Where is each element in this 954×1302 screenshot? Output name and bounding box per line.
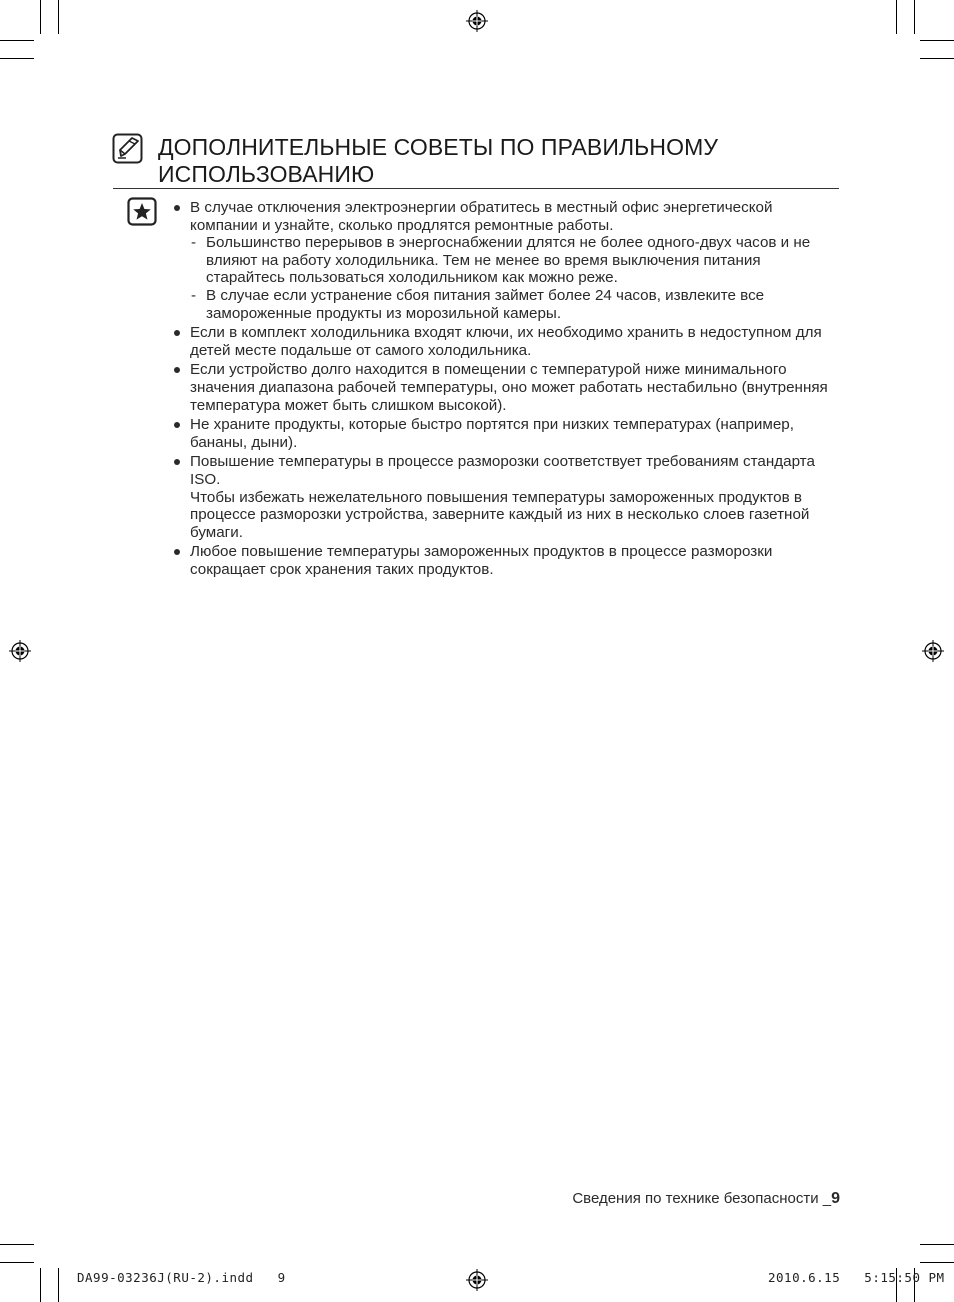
crop-mark — [40, 1268, 41, 1302]
crop-mark — [920, 40, 954, 41]
list-item — [171, 199, 843, 322]
dash-marker: - — [191, 286, 197, 304]
crop-mark — [920, 58, 954, 59]
list-item — [171, 453, 843, 541]
crop-mark — [58, 0, 59, 34]
list-item — [171, 416, 843, 451]
sub-list-item — [190, 234, 843, 287]
pencil-note-icon — [112, 133, 143, 164]
list-item-extra-text: Чтобы избежать нежелательного повышения температуры замороженных продуктов в процессе разморозки устройства, заверните каждый из них в несколько слоев газетной бумаги. — [190, 488, 810, 541]
crop-mark — [0, 1262, 34, 1263]
registration-mark-icon — [466, 10, 488, 32]
sub-list-item-text: В случае если устранение сбоя питания займет более 24 часов, извлеките все замороженные продукты из морозильной камеры. — [206, 286, 765, 322]
dash-marker: - — [191, 234, 197, 252]
section-title-line: ДОПОЛНИТЕЛЬНЫЕ СОВЕТЫ ПО ПРАВИЛЬНОМУ — [158, 134, 719, 160]
list-item — [171, 361, 843, 414]
list-item-text: Если устройство долго находится в помещении с температурой ниже минимального значения диапазона рабочей температуры, оно может работать нестабильно (внутренняя температура может быть слишком высокой). — [190, 361, 828, 414]
crop-mark — [896, 0, 897, 34]
crop-mark — [0, 1244, 34, 1245]
section-title — [158, 134, 838, 188]
crop-mark — [58, 1268, 59, 1302]
list-item-text: Если в комплект холодильника входят ключи, их необходимо хранить в недоступном для детей месте подальше от самого холодильника. — [190, 324, 822, 359]
page-footer — [572, 1190, 840, 1208]
crop-mark — [914, 0, 915, 34]
slug-datetime: 2010.6.15 5:15:50 PM — [768, 1270, 945, 1285]
registration-mark-icon — [9, 640, 31, 662]
crop-mark — [920, 1262, 954, 1263]
sub-list-item-text: Большинство перерывов в энергоснабжении длятся не более одного-двух часов и не влияют на работу холодильника. Тем не менее во время выключения питания старайтесь пользоваться холодильником как можно реже. — [206, 234, 811, 287]
list-item — [171, 543, 843, 578]
section-divider — [113, 188, 839, 189]
crop-mark — [920, 1244, 954, 1245]
registration-mark-icon — [466, 1269, 488, 1291]
section-title-line: ИСПОЛЬЗОВАНИЮ — [158, 161, 375, 187]
registration-mark-icon — [922, 640, 944, 662]
list-item-text: Не храните продукты, которые быстро портятся при низких температурах (например, бананы, дыни). — [190, 416, 794, 451]
list-item-text: Любое повышение температуры замороженных продуктов в процессе разморозки сокращает срок хранения таких продуктов. — [190, 543, 773, 578]
crop-mark — [40, 0, 41, 34]
list-item-text: В случае отключения электроэнергии обратитесь в местный офис энергетической компании и узнайте, сколько продлятся ремонтные работы. — [190, 199, 773, 234]
crop-mark — [0, 58, 34, 59]
page-number: 9 — [831, 1190, 840, 1207]
tips-list — [171, 199, 843, 580]
list-item-text: Повышение температуры в процессе разморозки соответствует требованиям стандарта ISO. — [190, 453, 815, 488]
crop-mark — [0, 40, 34, 41]
footer-section-name: Сведения по технике безопасности _ — [572, 1190, 832, 1207]
star-note-icon — [127, 197, 157, 226]
list-item — [171, 324, 843, 359]
sub-list-item — [190, 287, 843, 322]
slug-file: DA99-03236J(RU-2).indd 9 — [77, 1270, 286, 1285]
